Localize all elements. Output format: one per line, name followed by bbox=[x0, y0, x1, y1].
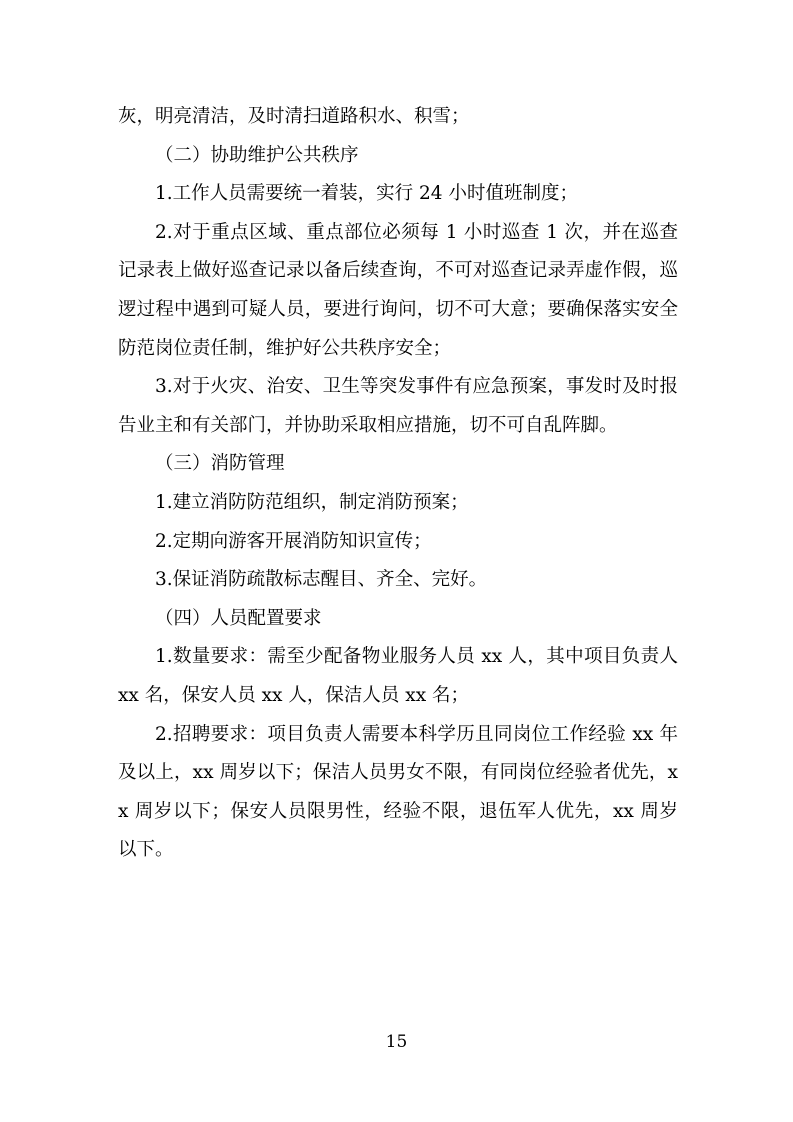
paragraph-fire-organization: 1.建立消防防范组织，制定消防预案； bbox=[155, 491, 469, 513]
section-heading-staffing: （四）人员配置要求 bbox=[155, 607, 322, 629]
paragraph-continuation: 灰，明亮清洁，及时清扫道路积水、积雪； bbox=[118, 106, 470, 127]
section-heading-fire-management: （三）消防管理 bbox=[155, 453, 285, 475]
paragraph-fire-education: 2.定期向游客开展消防知识宣传； bbox=[155, 530, 432, 552]
paragraph-evacuation-signs: 3.保证消防疏散标志醒目、齐全、完好。 bbox=[155, 569, 488, 591]
paragraph-recruitment: 2.招聘要求：项目负责人需要本科学历且同岗位工作经验 xx 年及以上，xx 周岁以下；保洁人员男女不限，有同岗位经验者优先，xx 周岁以下；保安人员限男性，经验不限，退伍军人优先，xx 周岁以下。 bbox=[118, 723, 678, 861]
section-heading-public-order: （二）协助维护公共秩序 bbox=[155, 144, 359, 166]
paragraph-uniform-duty: 1.工作人员需要统一着装，实行 24 小时值班制度； bbox=[155, 183, 578, 205]
paragraph-staff-quantity: 1.数量要求：需至少配备物业服务人员 xx 人，其中项目负责人 xx 名，保安人员 xx 人，保洁人员 xx 名； bbox=[118, 646, 678, 706]
document-body bbox=[118, 98, 678, 870]
paragraph-emergency-plan: 3.对于火灾、治安、卫生等突发事件有应急预案，事发时及时报告业主和有关部门，并协助采取相应措施，切不可自乱阵脚。 bbox=[118, 376, 678, 436]
paragraph-patrol: 2.对于重点区域、重点部位必须每 1 小时巡查 1 次，并在巡查记录表上做好巡查记录以备后续查询，不可对巡查记录弄虚作假，巡逻过程中遇到可疑人员，要进行询问，切不可大意；要确保落实安全防范岗位责任制，维护好公共秩序安全； bbox=[118, 221, 678, 359]
page-number: 15 bbox=[385, 1032, 408, 1052]
